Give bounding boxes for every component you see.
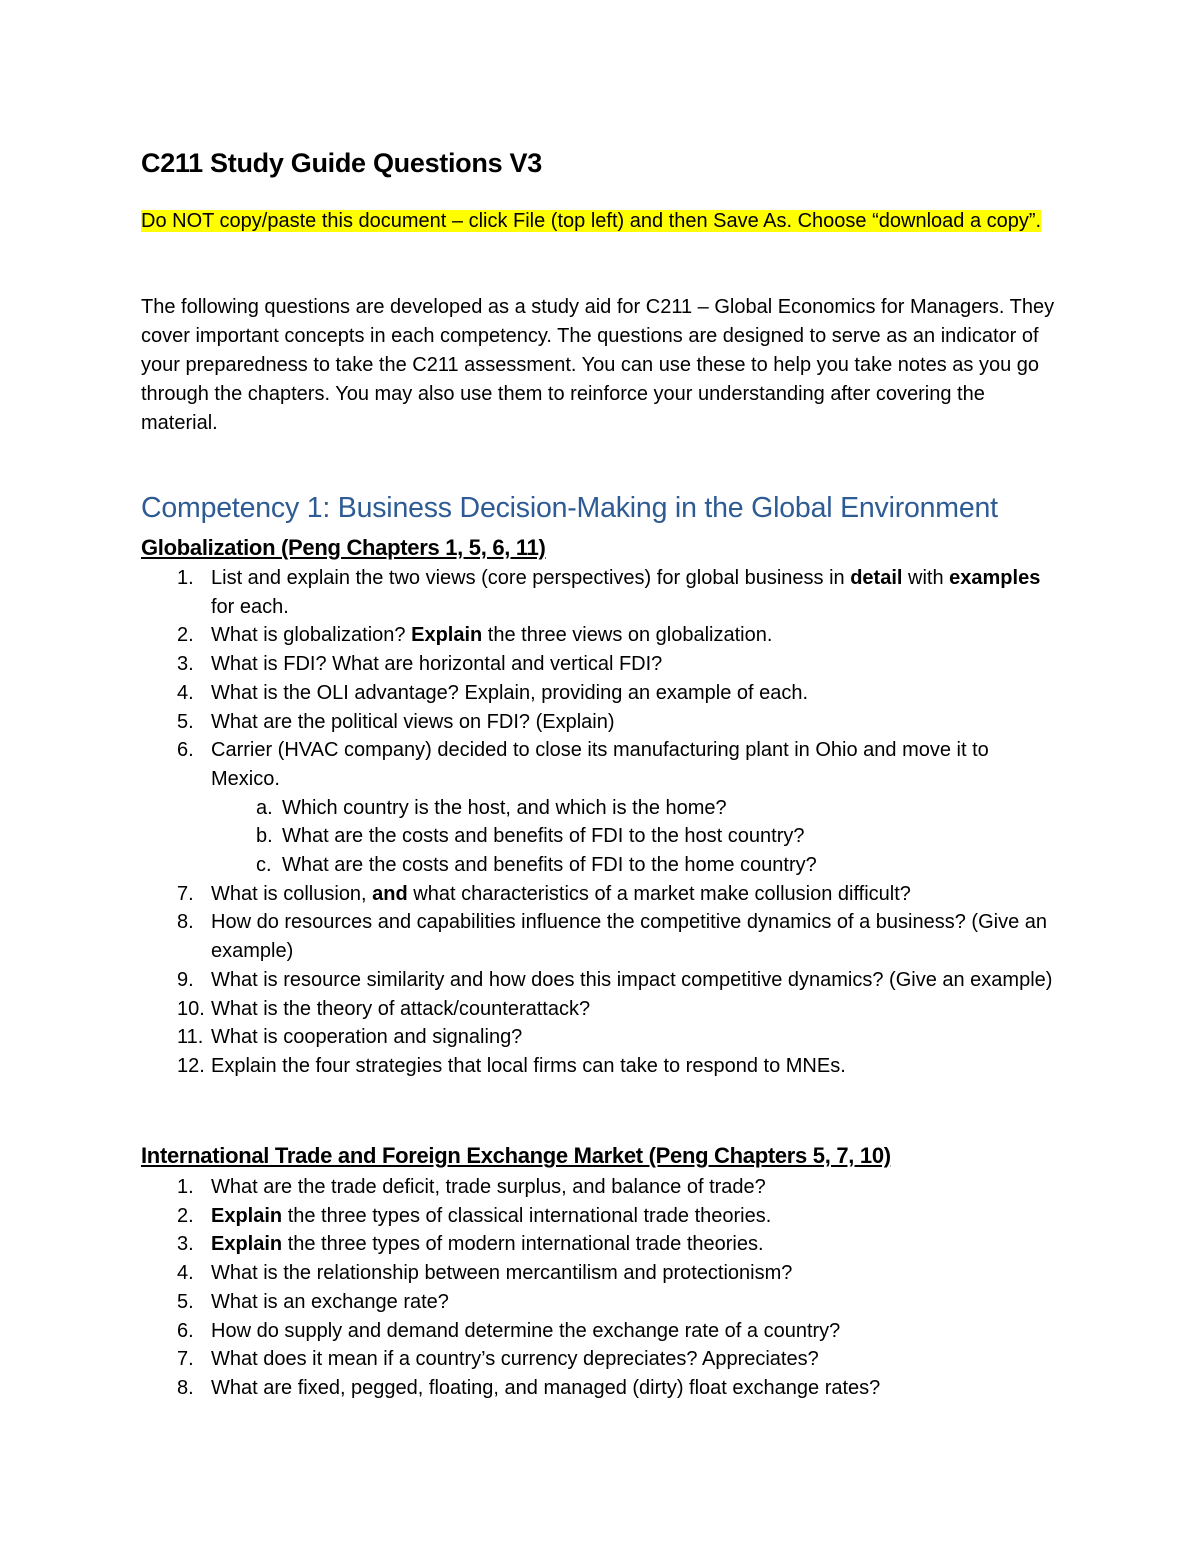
sub-list-item: c. What are the costs and benefits of FDI to the home country? [256,854,817,877]
list-item: 1. List and explain the two views (core perspectives) for global business in detail with examples for each. [141,564,1061,621]
item-number: 7. [177,882,194,905]
competency-heading: Competency 1: Business Decision-Making in the Global Environment [141,492,998,524]
sub-question-list [211,794,1061,880]
section-heading-trade: International Trade and Foreign Exchange Market (Peng Chapters 5, 7, 10) [141,1143,891,1168]
list-item: 7. What does it mean if a country’s currency depreciates? Appreciates? [141,1345,1061,1374]
item-number: 2. [177,1204,194,1227]
item-number: 3. [177,1233,194,1256]
item-number: 1. [177,567,194,589]
sub-list-item: a. Which country is the host, and which is the home? [256,796,727,819]
list-item: 12. Explain the four strategies that local firms can take to respond to MNEs. [141,1052,1061,1081]
item-number: 3. [177,653,194,676]
item-number: 5. [177,1290,194,1313]
item-number: 11. [177,1026,204,1049]
item-number: 8. [177,911,194,934]
item-number: 12. [177,1054,205,1077]
list-item: 8. How do resources and capabilities influence the competitive dynamics of a business? (Give an example) [141,908,1061,965]
document-title: C211 Study Guide Questions V3 [141,148,542,178]
item-number: 1. [177,1176,194,1198]
list-item: 3. What is FDI? What are horizontal and vertical FDI? [141,650,1061,679]
trade-question-list [141,1173,1061,1403]
copy-notice [141,207,1061,236]
list-item: 9. What is resource similarity and how does this impact competitive dynamics? (Give an example) [141,966,1061,995]
list-item: 1. What are the trade deficit, trade surplus, and balance of trade? [141,1173,1061,1202]
item-number: 2. [177,624,194,647]
notice-highlight: Do NOT copy/paste this document – click File (top left) and then Save As. Choose “download a copy”. [141,210,1042,232]
list-item: 10. What is the theory of attack/counterattack? [141,995,1061,1024]
item-number: 8. [177,1376,194,1399]
intro-paragraph: The following questions are developed as a study aid for C211 – Global Economics for Managers. They cover important concepts in each competency. The questions are designed to serve as an indicator of your preparedness to take the C211 assessment. You can use these to help you take notes as you go through the chapters. You may also use them to reinforce your understanding after covering the material. [141,296,1055,434]
list-item: 6. How do supply and demand determine the exchange rate of a country? [141,1317,1061,1346]
list-item: 4. What is the OLI advantage? Explain, providing an example of each. [141,679,1061,708]
list-item: 4. What is the relationship between mercantilism and protectionism? [141,1259,1061,1288]
list-item: 8. What are fixed, pegged, floating, and managed (dirty) float exchange rates? [141,1374,1061,1403]
item-number: 6. [177,739,194,762]
list-item: 2. What is globalization? Explain the three views on globalization. [141,621,1061,650]
list-item: 11. What is cooperation and signaling? [141,1023,1061,1052]
list-item: 5. What is an exchange rate? [141,1288,1061,1317]
item-number: 10. [177,997,205,1020]
globalization-question-list [141,564,1061,1081]
section-heading-globalization: Globalization (Peng Chapters 1, 5, 6, 11) [141,535,546,560]
item-number: 7. [177,1348,194,1371]
item-number: 4. [177,1262,194,1285]
item-number: 9. [177,968,194,991]
list-item: 6. Carrier (HVAC company) decided to close its manufacturing plant in Ohio and move it to Mexico. a. Which country is the host, and which is the home? b. What are the costs and benefits of FDI to the host country? c. What are the costs and benefits of FDI to the home country? [141,736,1061,880]
list-item: 7. What is collusion, and what characteristics of a market make collusion difficult? [141,880,1061,909]
item-number: 5. [177,710,194,733]
list-item: 5. What are the political views on FDI? (Explain) [141,708,1061,737]
list-item: 3. Explain the three types of modern international trade theories. [141,1230,1061,1259]
item-number: 6. [177,1319,194,1342]
list-item: 2. Explain the three types of classical international trade theories. [141,1202,1061,1231]
sub-list-item: b. What are the costs and benefits of FDI to the host country? [256,825,805,848]
item-number: 4. [177,681,194,704]
